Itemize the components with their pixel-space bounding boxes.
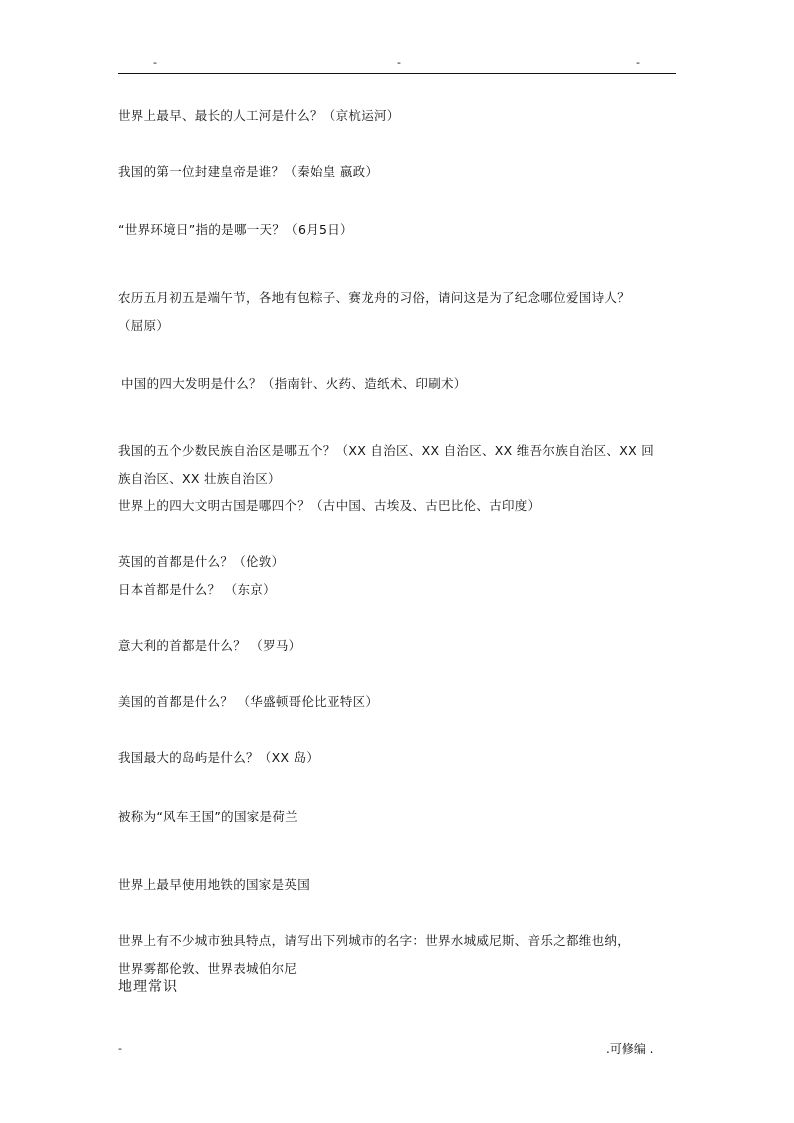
text-line: 族自治区、XX 壮族自治区） [118, 471, 281, 486]
text-line: 美国的首都是什么？ （华盛顿哥伦比亚特区） [118, 694, 379, 709]
footer-mark-left: - [118, 1042, 122, 1055]
text-line: 我国的第一位封建皇帝是谁？（秦始皇 嬴政） [118, 164, 379, 179]
header-mark-center: - [397, 56, 401, 69]
text-line: 英国的首都是什么？（伦敦） [118, 554, 285, 569]
text-line: 世界雾都伦敦、世界表城伯尔尼 [118, 961, 298, 976]
text-line: 我国最大的岛屿是什么？（XX 岛） [118, 750, 320, 765]
text-line: 农历五月初五是端午节，各地有包粽子、赛龙舟的习俗，请问这是为了纪念哪位爱国诗人？ [118, 290, 631, 305]
text-line: 日本首都是什么？ （东京） [118, 582, 276, 597]
text-line: 世界上最早、最长的人工河是什么？（京杭运河） [118, 108, 400, 123]
text-line: 世界上的四大文明古国是哪四个？（古中国、古埃及、古巴比伦、古印度） [118, 498, 541, 513]
text-line: 中国的四大发明是什么？（指南针、火药、造纸术、印刷术） [121, 376, 467, 391]
text-line: 我国的五个少数民族自治区是哪五个？（XX 自治区、XX 自治区、XX 维吾尔族自治区、XX 回 [118, 443, 655, 458]
section-title: 地理常识 [118, 979, 178, 995]
header-mark-left: - [153, 56, 157, 69]
text-line: （屈原） [118, 318, 170, 333]
header-mark-right: - [636, 56, 640, 69]
header-rule [118, 73, 676, 74]
text-line: 意大利的首都是什么？ （罗马） [118, 638, 302, 653]
footer-note: .可修编 . [606, 1042, 654, 1056]
text-line: 世界上有不少城市独具特点，请写出下列城市的名字：世界水城威尼斯、音乐之都维也纳， [118, 933, 631, 948]
text-line: 被称为“风车王国”的国家是荷兰 [118, 809, 298, 824]
text-line: “世界环境日”指的是哪一天？（6月5日） [118, 222, 353, 237]
text-line: 世界上最早使用地铁的国家是英国 [118, 877, 311, 892]
